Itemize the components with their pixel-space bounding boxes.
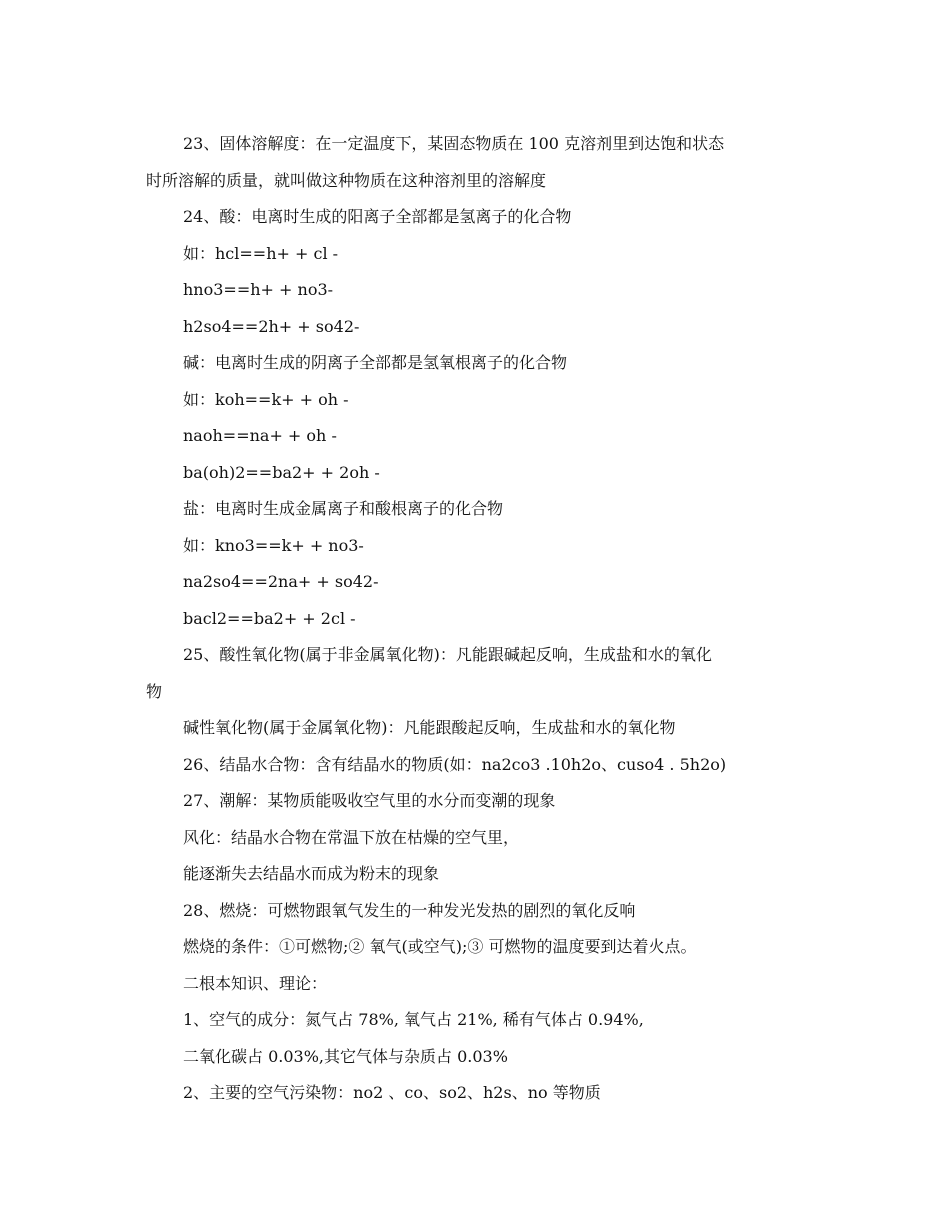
text-line: bacl2==ba2+ + 2cl -: [183, 608, 356, 628]
text-line: naoh==na+ + oh -: [183, 426, 337, 445]
text-line: 盐：电离时生成金属离子和酸根离子的化合物: [183, 499, 504, 518]
text-line: 二氧化碳占 0.03%,其它气体与杂质占 0.03%: [183, 1046, 508, 1066]
text-line: h2so4==2h+ + so42-: [183, 316, 360, 336]
document-body: [146, 126, 806, 1112]
text-line: 二根本知识、理论：: [183, 973, 328, 993]
text-line: 如：koh==k+ + oh -: [183, 389, 349, 409]
text-line: na2so4==2na+ + so42-: [183, 572, 379, 591]
text-line: 28、燃烧：可燃物跟氧气发生的一种发光发热的剧烈的氧化反响: [183, 900, 636, 920]
text-line: 如：kno3==k+ + no3-: [183, 535, 364, 555]
text-line: 碱性氧化物(属于金属氧化物)：凡能跟酸起反响，生成盐和水的氧化物: [183, 718, 676, 737]
text-line: 如：hcl==h+ + cl -: [183, 243, 339, 263]
text-line: 24、酸：电离时生成的阳离子全部都是氢离子的化合物: [183, 207, 572, 226]
text-line: 风化：结晶水合物在常温下放在枯燥的空气里，: [183, 827, 520, 847]
text-line: 27、潮解：某物质能吸收空气里的水分而变潮的现象: [183, 791, 556, 810]
text-line: 25、酸性氧化物(属于非金属氧化物)：凡能跟碱起反响，生成盐和水的氧化: [183, 645, 712, 664]
text-line: 23、固体溶解度：在一定温度下，某固态物质在 100 克溶剂里到达饱和状态: [183, 134, 725, 153]
text-line: 燃烧的条件：①可燃物;② 氧气(或空气);③ 可燃物的温度要到达着火点。: [183, 937, 697, 956]
text-line: 物: [146, 681, 163, 701]
text-line: ba(oh)2==ba2+ + 2oh -: [183, 462, 380, 482]
text-line: 1、空气的成分：氮气占 78%, 氧气占 21%, 稀有气体占 0.94%,: [183, 1010, 644, 1029]
text-line: hno3==h+ + no3-: [183, 280, 334, 299]
text-line: 26、结晶水合物：含有结晶水的物质(如：na2co3 .10h2o、cuso4 . 5h2o): [183, 754, 727, 774]
text-line: 能逐渐失去结晶水而成为粉末的现象: [183, 864, 440, 883]
text-line: 2、主要的空气污染物：no2 、co、so2、h2s、no 等物质: [183, 1083, 601, 1102]
text-line: 时所溶解的质量，就叫做这种物质在这种溶剂里的溶解度: [146, 170, 547, 190]
text-line: 碱：电离时生成的阴离子全部都是氢氧根离子的化合物: [183, 353, 568, 372]
